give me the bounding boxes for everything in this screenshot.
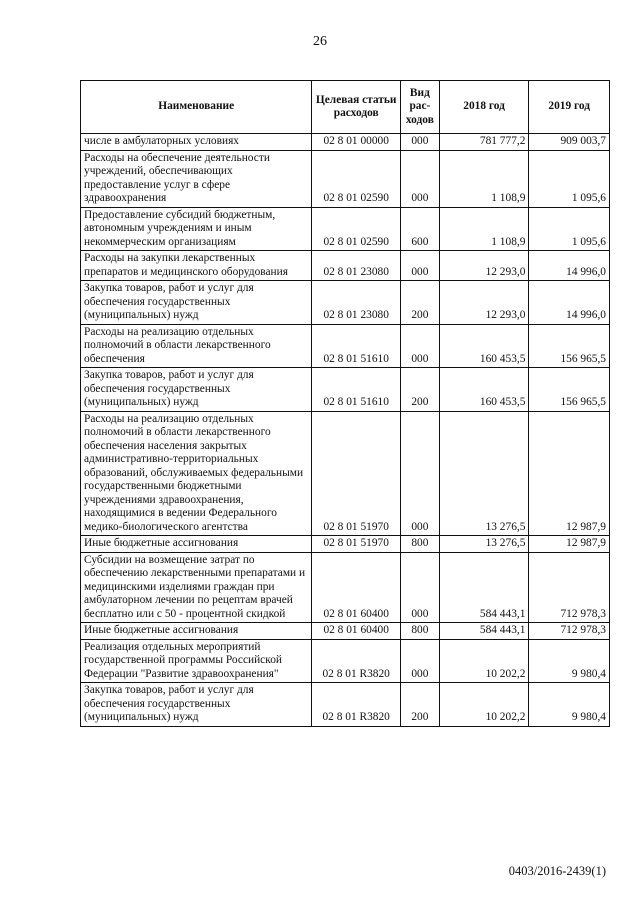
row-2018: 160 453,5 [439,368,529,412]
row-name: Расходы на закупки лекарственных препаратов и медицинского оборудования [81,251,312,281]
row-code: 02 8 01 23080 [312,281,401,325]
row-code: 02 8 01 60400 [312,552,401,623]
row-code: 02 8 01 51610 [312,368,401,412]
table-row [81,683,610,727]
row-2018: 1 108,9 [439,207,529,251]
row-code: 02 8 01 51970 [312,411,401,536]
table-body [81,134,610,727]
row-kind: 000 [401,639,440,683]
row-2019: 14 996,0 [529,281,610,325]
row-2018: 13 276,5 [439,411,529,536]
row-code: 02 8 01 02590 [312,150,401,207]
row-2019: 909 003,7 [529,134,610,151]
table-row [81,623,610,640]
page-number: 26 [313,34,327,49]
row-code: 02 8 01 23080 [312,251,401,281]
table-row [81,411,610,536]
header-target-article: Целевая статьи расходов [312,81,401,134]
table-row [81,536,610,553]
row-2018: 12 293,0 [439,251,529,281]
row-kind: 000 [401,552,440,623]
row-code: 02 8 01 02590 [312,207,401,251]
row-2019: 1 095,6 [529,207,610,251]
row-code: 02 8 01 51610 [312,324,401,368]
table-row [81,639,610,683]
row-kind: 000 [401,411,440,536]
row-2019: 12 987,9 [529,411,610,536]
header-expense-kind: Вид рас-ходов [401,81,440,134]
row-2018: 781 777,2 [439,134,529,151]
header-name: Наименование [81,81,312,134]
budget-table [80,80,610,727]
row-2018: 10 202,2 [439,683,529,727]
header-2019: 2019 год [529,81,610,134]
row-2019: 1 095,6 [529,150,610,207]
row-2019: 156 965,5 [529,368,610,412]
row-2019: 14 996,0 [529,251,610,281]
row-name: Закупка товаров, работ и услуг для обеспечения государственных (муниципальных) нужд [81,683,312,727]
row-2018: 160 453,5 [439,324,529,368]
row-name: числе в амбулаторных условиях [81,134,312,151]
row-code: 02 8 01 00000 [312,134,401,151]
row-kind: 000 [401,324,440,368]
row-name: Иные бюджетные ассигнования [81,536,312,553]
row-kind: 200 [401,683,440,727]
row-code: 02 8 01 R3820 [312,683,401,727]
document-number: 0403/2016-2439(1) [508,864,606,878]
row-name: Иные бюджетные ассигнования [81,623,312,640]
row-kind: 000 [401,134,440,151]
row-name: Субсидии на возмещение затрат по обеспечению лекарственными препаратами и медицинскими изделиями граждан при амбулаторном лечении по рецептам врачей бесплатно или с 50 - процентной скидкой [81,552,312,623]
row-2019: 712 978,3 [529,623,610,640]
row-name: Реализация отдельных мероприятий государственной программы Российской Федерации "Развитие здравоохранения" [81,639,312,683]
row-kind: 000 [401,251,440,281]
row-name: Расходы на реализацию отдельных полномочий в области лекарственного обеспечения населения закрытых административно-территориальных образований, обслуживаемых федеральными государственными бюджетными учреждениями здравоохранения, находящимися в ведении Федерального медико-биологического агентства [81,411,312,536]
row-2019: 12 987,9 [529,536,610,553]
row-2018: 10 202,2 [439,639,529,683]
row-kind: 600 [401,207,440,251]
row-2019: 156 965,5 [529,324,610,368]
row-kind: 200 [401,368,440,412]
row-kind: 800 [401,536,440,553]
table-row [81,281,610,325]
table-row [81,134,610,151]
row-code: 02 8 01 R3820 [312,639,401,683]
row-kind: 800 [401,623,440,640]
row-kind: 000 [401,150,440,207]
row-2019: 9 980,4 [529,683,610,727]
row-2019: 9 980,4 [529,639,610,683]
table-header-row [81,81,610,134]
header-2018: 2018 год [439,81,529,134]
row-2018: 584 443,1 [439,623,529,640]
row-name: Закупка товаров, работ и услуг для обеспечения государственных (муниципальных) нужд [81,281,312,325]
row-name: Расходы на реализацию отдельных полномочий в области лекарственного обеспечения [81,324,312,368]
row-name: Расходы на обеспечение деятельности учреждений, обеспечивающих предоставление услуг в сфере здравоохранения [81,150,312,207]
row-name: Предоставление субсидий бюджетным, автономным учреждениям и иным некоммерческим организациям [81,207,312,251]
table-row [81,324,610,368]
row-2018: 13 276,5 [439,536,529,553]
row-2018: 1 108,9 [439,150,529,207]
table-row [81,207,610,251]
row-2019: 712 978,3 [529,552,610,623]
row-code: 02 8 01 51970 [312,536,401,553]
row-2018: 584 443,1 [439,552,529,623]
row-kind: 200 [401,281,440,325]
table-row [81,251,610,281]
table-row [81,552,610,623]
table-row [81,150,610,207]
row-name: Закупка товаров, работ и услуг для обеспечения государственных (муниципальных) нужд [81,368,312,412]
row-code: 02 8 01 60400 [312,623,401,640]
table-row [81,368,610,412]
row-2018: 12 293,0 [439,281,529,325]
